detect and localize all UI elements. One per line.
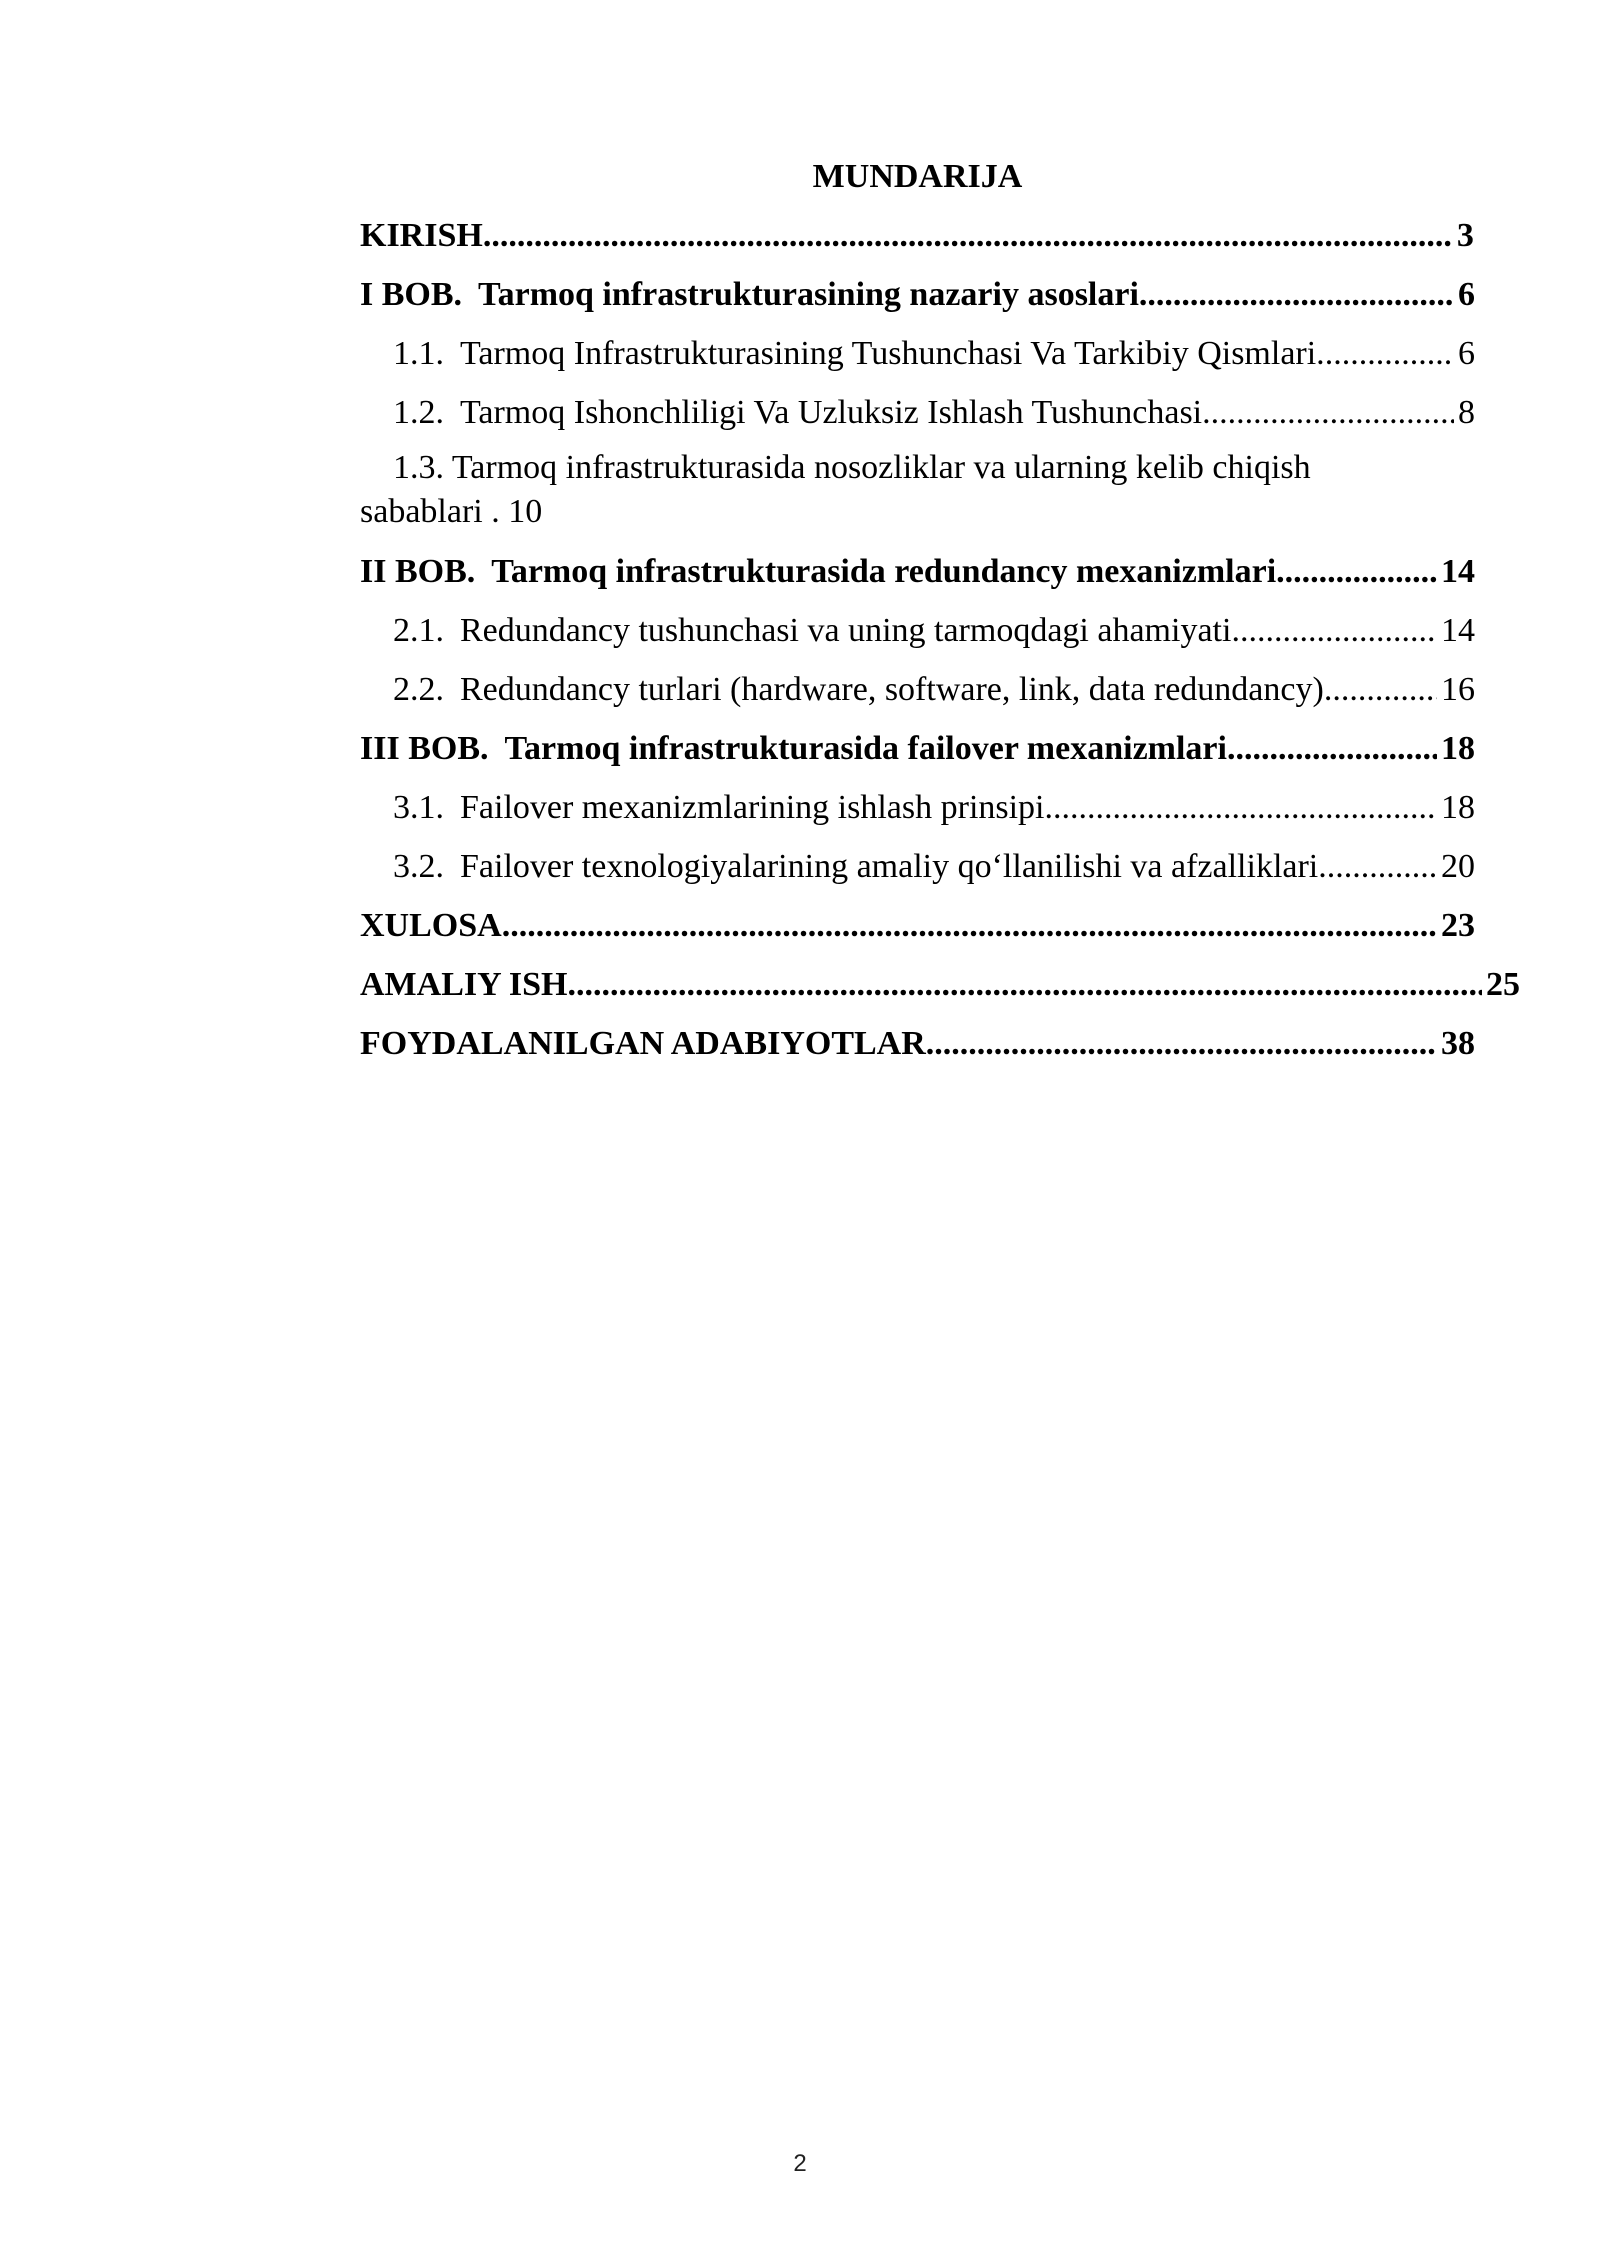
toc-label: Failover mexanizmlarining ishlash prinsipi bbox=[460, 789, 1045, 826]
toc-label: Tarmoq infrastrukturasida redundancy mexanizmlari bbox=[491, 553, 1277, 590]
toc-section-number: 1.2. bbox=[393, 394, 444, 431]
toc-page-number: 25 bbox=[1486, 966, 1520, 1003]
toc-chapter-number: II BOB. bbox=[360, 553, 476, 590]
toc-leader-dots bbox=[1276, 542, 1437, 601]
toc-leader-dots bbox=[568, 955, 1483, 1014]
toc-label: Tarmoq Ishonchliligi Va Uzluksiz Ishlash Tushunchasi bbox=[460, 394, 1203, 431]
toc-page-number: 6 bbox=[1458, 276, 1475, 313]
toc-entry-1-2 bbox=[360, 383, 1475, 442]
toc-label-line2: sabablari . 10 bbox=[360, 493, 543, 530]
toc-entry-2-2 bbox=[360, 660, 1475, 719]
toc-page-number: 23 bbox=[1441, 907, 1475, 944]
toc-leader-dots bbox=[1227, 719, 1437, 778]
toc-label: Tarmoq infrastrukturasining nazariy asoslari bbox=[478, 276, 1139, 313]
toc-page-number: 20 bbox=[1441, 848, 1475, 885]
page-number-footer: 2 bbox=[793, 2150, 807, 2177]
toc-section-number: 2.2. bbox=[393, 671, 444, 708]
toc-section-number: 2.1. bbox=[393, 612, 444, 649]
toc-page-number: 8 bbox=[1458, 394, 1475, 431]
toc-entry-amaliy-ish bbox=[360, 955, 1520, 1014]
toc-label: XULOSA bbox=[360, 907, 502, 944]
toc-page-number: 6 bbox=[1458, 335, 1475, 372]
toc-leader-dots bbox=[502, 896, 1437, 955]
toc-entry-1-1 bbox=[360, 324, 1475, 383]
toc-label: Tarmoq Infrastrukturasining Tushunchasi Va Tarkibiy Qismlari. bbox=[460, 335, 1325, 372]
toc-leader-dots bbox=[1139, 265, 1454, 324]
toc-entry-bob1 bbox=[360, 265, 1475, 324]
toc-leader-dots bbox=[483, 206, 1453, 265]
toc-page-number: 3 bbox=[1456, 217, 1474, 254]
toc-leader-dots bbox=[1325, 324, 1454, 383]
toc-entry-2-1 bbox=[360, 601, 1475, 660]
toc-entry-bob2 bbox=[360, 542, 1475, 601]
toc-page-number: 14 bbox=[1441, 612, 1475, 649]
toc-entry-kirish bbox=[360, 206, 1585, 265]
toc-page-number: 38 bbox=[1441, 1025, 1475, 1062]
toc-page-number: 18 bbox=[1441, 730, 1475, 767]
toc-entry-xulosa bbox=[360, 896, 1475, 955]
toc-page-number: 18 bbox=[1441, 789, 1475, 826]
toc-label: Redundancy tushunchasi va uning tarmoqdagi ahamiyati bbox=[460, 612, 1232, 649]
toc-label: FOYDALANILGAN ADABIYOTLAR bbox=[360, 1025, 926, 1062]
toc-leader-dots bbox=[1045, 778, 1437, 837]
toc-section-number: 1.1. bbox=[393, 335, 444, 372]
toc-leader-dots bbox=[1327, 837, 1437, 896]
toc-chapter-number: III BOB. bbox=[360, 730, 489, 767]
toc-leader-dots bbox=[1231, 601, 1437, 660]
toc-chapter-number: I BOB. bbox=[360, 276, 463, 313]
toc-page-number: 16 bbox=[1441, 671, 1475, 708]
toc-label: Tarmoq infrastrukturasida failover mexanizmlari bbox=[504, 730, 1227, 767]
toc-section-number: 3.2. bbox=[393, 848, 444, 885]
toc-leader-dots bbox=[1202, 383, 1454, 442]
toc-page-number: 14 bbox=[1441, 553, 1475, 590]
toc-entry-3-2 bbox=[360, 837, 1475, 896]
toc-entry-3-1 bbox=[360, 778, 1475, 837]
toc-label-line1: 1.3. Tarmoq infrastrukturasida nosozliklar va ularning kelib chiqish bbox=[393, 449, 1311, 486]
toc-section-number: 3.1. bbox=[393, 789, 444, 826]
toc-entry-1-3 bbox=[360, 446, 1475, 534]
page-title: MUNDARIJA bbox=[812, 158, 1023, 195]
toc-leader-dots bbox=[926, 1014, 1437, 1073]
toc-entry-bob3 bbox=[360, 719, 1475, 778]
toc-label: AMALIY ISH bbox=[360, 966, 568, 1003]
document-page bbox=[360, 150, 1520, 1073]
toc-leader-dots bbox=[1332, 660, 1437, 719]
toc-label: Redundancy turlari (hardware, software, link, data redundancy). bbox=[460, 671, 1333, 708]
toc-label: Failover texnologiyalarining amaliy qo‘llanilishi va afzalliklari. bbox=[460, 848, 1327, 885]
toc-label: KIRISH bbox=[360, 217, 483, 254]
toc-entry-foydalanilgan-adabiyotlar bbox=[360, 1014, 1475, 1073]
